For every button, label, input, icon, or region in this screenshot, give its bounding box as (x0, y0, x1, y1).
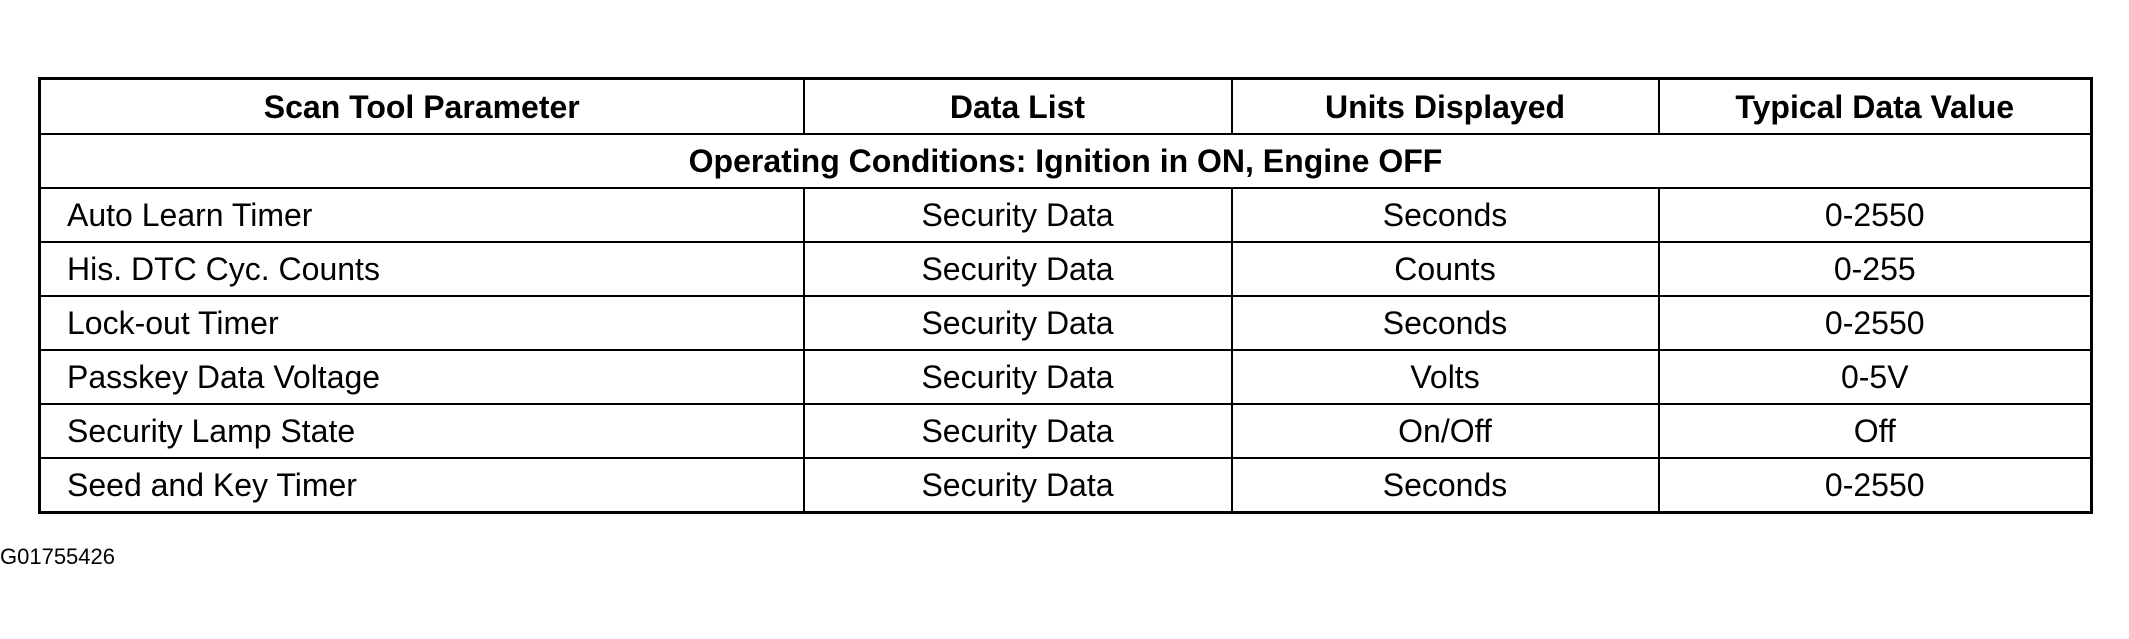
units-cell: Counts (1232, 242, 1659, 296)
parameter-cell: His. DTC Cyc. Counts (40, 242, 804, 296)
operating-conditions: Operating Conditions: Ignition in ON, Engine OFF (40, 134, 2092, 188)
table-header-row (40, 79, 2092, 135)
table-row (40, 404, 2092, 458)
units-cell: Volts (1232, 350, 1659, 404)
parameter-cell: Auto Learn Timer (40, 188, 804, 242)
units-cell: Seconds (1232, 458, 1659, 513)
data-list-cell: Security Data (804, 404, 1232, 458)
units-cell: On/Off (1232, 404, 1659, 458)
typical-value-cell: 0-255 (1659, 242, 2092, 296)
units-cell: Seconds (1232, 188, 1659, 242)
header-scan-tool-parameter: Scan Tool Parameter (40, 79, 804, 135)
table-row (40, 242, 2092, 296)
typical-value-cell: Off (1659, 404, 2092, 458)
parameter-cell: Lock-out Timer (40, 296, 804, 350)
table-row (40, 296, 2092, 350)
parameter-cell: Security Lamp State (40, 404, 804, 458)
data-list-cell: Security Data (804, 242, 1232, 296)
typical-value-cell: 0-2550 (1659, 458, 2092, 513)
units-cell: Seconds (1232, 296, 1659, 350)
operating-conditions-row (40, 134, 2092, 188)
parameter-cell: Seed and Key Timer (40, 458, 804, 513)
table-row (40, 458, 2092, 513)
data-list-cell: Security Data (804, 188, 1232, 242)
typical-value-cell: 0-2550 (1659, 296, 2092, 350)
data-list-cell: Security Data (804, 350, 1232, 404)
data-list-cell: Security Data (804, 296, 1232, 350)
parameter-cell: Passkey Data Voltage (40, 350, 804, 404)
typical-value-cell: 0-5V (1659, 350, 2092, 404)
header-units-displayed: Units Displayed (1232, 79, 1659, 135)
figure-id-label: G01755426 (0, 544, 115, 569)
table-row (40, 188, 2092, 242)
data-list-cell: Security Data (804, 458, 1232, 513)
header-typical-data-value: Typical Data Value (1659, 79, 2092, 135)
table-row (40, 350, 2092, 404)
typical-value-cell: 0-2550 (1659, 188, 2092, 242)
header-data-list: Data List (804, 79, 1232, 135)
scan-tool-data-table (38, 77, 2093, 514)
